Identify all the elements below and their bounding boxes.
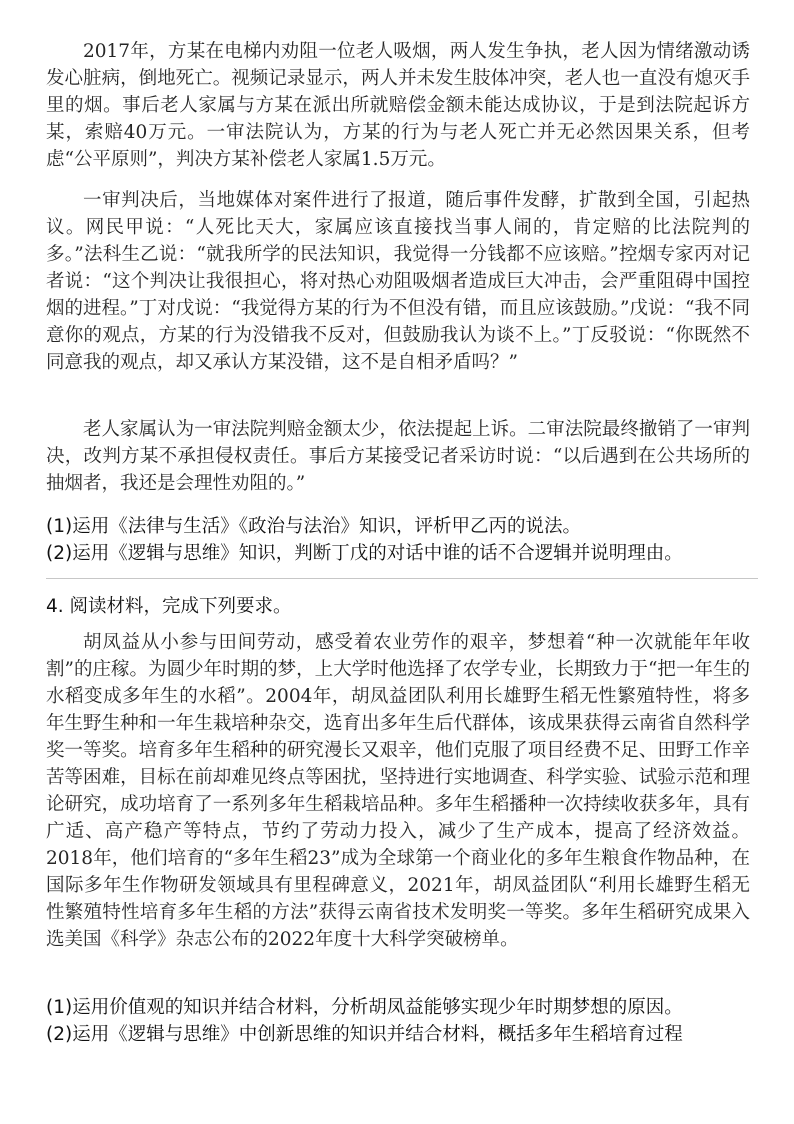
case2-question-1: (1)运用价值观的知识并结合材料，分析胡凤益能够实现少年时期梦想的原因。 bbox=[46, 997, 683, 1018]
case2-paragraph: 胡凤益从小参与田间劳动，感受着农业劳作的艰辛，梦想着“种一次就能年年收割”的庄稼。为圆少年时期的梦，上大学时他选择了农学专业，长期致力于“把一年生的水稻变成多年生的水稻”。2004年，胡凤益团队利用长雄野生稻无性繁殖特性，将多年生野生种和一年生栽培种杂交，选育出多年生后代群体，该成果获得云南省自然科学奖一等奖。培育多年生稻种的研究漫长又艰辛，他们克服了项目经费不足、田野工作辛苦等困难，目标在前却难见终点等困扰，坚持进行实地调查、科学实验、试验示范和理论研究，成功培育了一系列多年生稻栽培品种。多年生稻播种一次持续收获多年，具有广适、高产稳产等特点，节约了劳动力投入，减少了生产成本，提高了经济效益。2018年，他们培育的“多年生稻23”成为全球第一个商业化的多年生粮食作物品种，在国际多年生作物研发领域具有里程碑意义，2021年，胡凤益团队“利用长雄野生稻无性繁殖特性培育多年生稻的方法”获得云南省技术发明奖一等奖。多年生稻研究成果入选美国《科学》杂志公布的2022年度十大科学突破榜单。 bbox=[46, 632, 750, 950]
section-divider bbox=[46, 578, 758, 579]
case2-question-2: (2)运用《逻辑与思维》中创新思维的知识并结合材料，概括多年生稻培育过程 bbox=[46, 1024, 683, 1045]
case1-question-1: (1)运用《法律与生活》《政治与法治》知识，评析甲乙丙的说法。 bbox=[46, 516, 581, 537]
case1-paragraph-3: 老人家属认为一审法院判赔金额太少，依法提起上诉。二审法院最终撤销了一审判决，改判方某不承担侵权责任。事后方某接受记者采访时说：“以后遇到在公共场所的抽烟者，我还是会理性劝阻的。” bbox=[46, 419, 750, 494]
case1-paragraph-1: 2017年，方某在电梯内劝阻一位老人吸烟，两人发生争执，老人因为情绪激动诱发心脏病，倒地死亡。视频记录显示，两人并未发生肢体冲突，老人也一直没有熄灭手里的烟。事后老人家属与方某在派出所就赔偿金额未能达成协议，于是到法院起诉方某，索赔40万元。一审法院认为，方某的行为与老人死亡并无必然因果关系，但考虑“公平原则”，判决方某补偿老人家属1.5万元。 bbox=[46, 41, 750, 170]
case1-question-2: (2)运用《逻辑与思维》知识，判断丁戊的对话中谁的话不合逻辑并说明理由。 bbox=[46, 543, 683, 564]
case1-paragraph-2: 一审判决后，当地媒体对案件进行了报道，随后事件发酵，扩散到全国，引起热议。网民甲说：“人死比天大，家属应该直接找当事人闹的，肯定赔的比法院判的多。”法科生乙说：“就我所学的民法知识，我觉得一分钱都不应该赔。”控烟专家丙对记者说：“这个判决让我很担心，将对热心劝阻吸烟者造成巨大冲击，会严重阻碍中国控烟的进程。”丁对戊说：“我觉得方某的行为不但没有错，而且应该鼓励。”戊说：“我不同意你的观点，方某的行为没错我不反对，但鼓励我认为谈不上。”丁反驳说：“你既然不同意我的观点，却又承认方某没错，这不是自相矛盾吗？” bbox=[46, 190, 750, 373]
question-4-heading: 4. 阅读材料，完成下列要求。 bbox=[46, 596, 292, 617]
